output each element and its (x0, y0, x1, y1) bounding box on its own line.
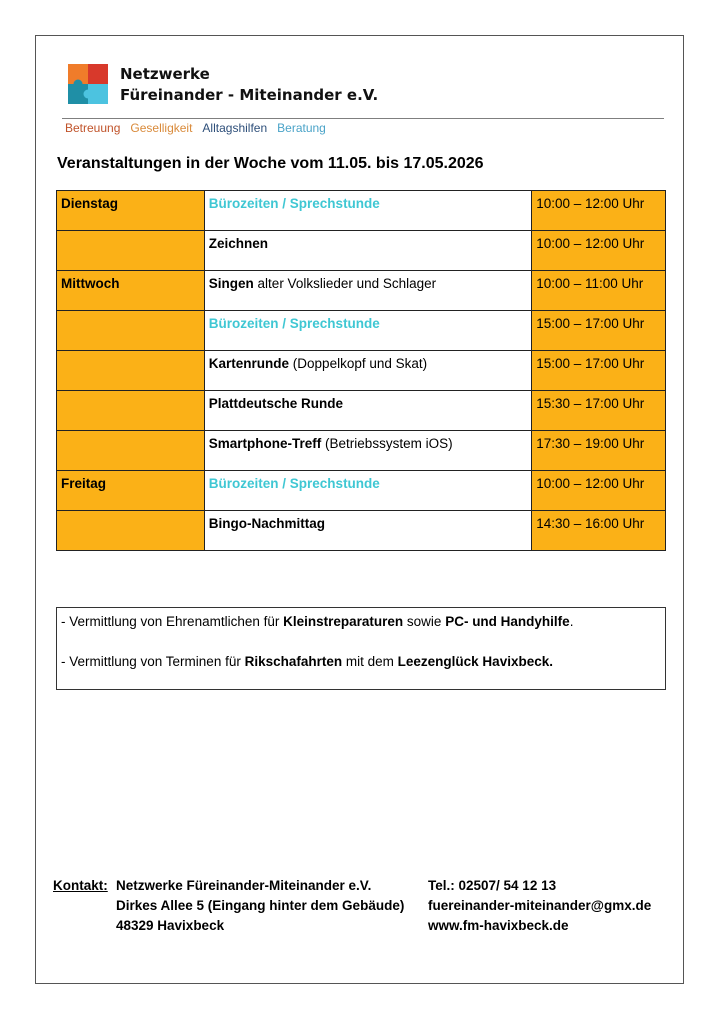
info-line-1 (61, 612, 661, 632)
event-cell (204, 311, 531, 351)
event-title: Zeichnen (208, 236, 269, 251)
day-cell: Dienstag (57, 191, 205, 231)
event-cell (204, 511, 531, 551)
tagline-item: Beratung (277, 121, 326, 135)
time-cell: 10:00 – 11:00 Uhr (532, 271, 666, 311)
contact-email[interactable]: fuereinander-miteinander@gmx.de (428, 898, 652, 913)
day-cell (57, 231, 205, 271)
tagline-item: Alltagshilfen (202, 121, 268, 135)
time-cell: 17:30 – 19:00 Uhr (532, 431, 666, 471)
contact-address-line: 48329 Havixbeck (116, 918, 225, 933)
contact-address-line: Netzwerke Füreinander-Miteinander e.V. (116, 878, 372, 893)
event-title: Kartenrunde (208, 356, 290, 371)
event-title: Bürozeiten / Sprechstunde (208, 316, 380, 331)
tagline (65, 121, 336, 135)
table-row (57, 511, 666, 551)
day-cell (57, 391, 205, 431)
day-cell (57, 431, 205, 471)
table-row (57, 351, 666, 391)
table-row (57, 191, 666, 231)
event-detail: alter Volkslieder und Schlager (253, 276, 437, 291)
info-highlight: PC- und Handyhilfe (445, 614, 570, 629)
event-title: Bürozeiten / Sprechstunde (208, 476, 380, 491)
contact-label: Kontakt: (53, 878, 108, 893)
org-name (120, 64, 378, 106)
event-cell (204, 471, 531, 511)
event-cell (204, 271, 531, 311)
tagline-item: Betreuung (65, 121, 121, 135)
time-cell: 10:00 – 12:00 Uhr (532, 471, 666, 511)
puzzle-logo-icon (64, 60, 112, 110)
page-title: Veranstaltungen in der Woche vom 11.05. bis 17.05.2026 (57, 155, 484, 172)
info-text: sowie (403, 614, 446, 629)
event-cell (204, 391, 531, 431)
day-cell (57, 351, 205, 391)
day-cell: Mittwoch (57, 271, 205, 311)
event-detail: (Betriebssystem iOS) (321, 436, 453, 451)
event-detail: (Doppelkopf und Skat) (289, 356, 428, 371)
info-highlight: Kleinstreparaturen (283, 614, 404, 629)
table-row (57, 271, 666, 311)
event-title: Plattdeutsche Runde (208, 396, 344, 411)
event-title: Smartphone-Treff (208, 436, 322, 451)
time-cell: 10:00 – 12:00 Uhr (532, 231, 666, 271)
event-cell (204, 231, 531, 271)
day-cell (57, 311, 205, 351)
event-cell (204, 191, 531, 231)
time-cell: 14:30 – 16:00 Uhr (532, 511, 666, 551)
event-cell (204, 431, 531, 471)
contact-website[interactable]: www.fm-havixbeck.de (428, 918, 569, 933)
contact-phone: Tel.: 02507/ 54 12 13 (428, 878, 557, 893)
table-row (57, 391, 666, 431)
event-cell (204, 351, 531, 391)
info-text: mit dem (342, 654, 398, 669)
table-row (57, 231, 666, 271)
time-cell: 10:00 – 12:00 Uhr (532, 191, 666, 231)
info-box (56, 607, 666, 690)
info-text: - Vermittlung von Terminen für (61, 654, 245, 669)
info-highlight: Rikschafahrten (244, 654, 343, 669)
event-title: Bürozeiten / Sprechstunde (208, 196, 380, 211)
time-cell: 15:30 – 17:00 Uhr (532, 391, 666, 431)
event-title: Singen (208, 276, 254, 291)
tagline-item: Geselligkeit (130, 121, 193, 135)
header-divider (62, 118, 664, 119)
day-cell (57, 511, 205, 551)
event-title: Bingo-Nachmittag (208, 516, 326, 531)
time-cell: 15:00 – 17:00 Uhr (532, 311, 666, 351)
contact-details (428, 876, 651, 936)
day-cell: Freitag (57, 471, 205, 511)
info-highlight: Leezenglück Havixbeck. (397, 654, 553, 669)
org-name-line1: Netzwerke (120, 65, 210, 83)
schedule-table (56, 190, 666, 551)
table-row (57, 311, 666, 351)
info-text: - Vermittlung von Ehrenamtlichen für (61, 614, 284, 629)
contact-address-line: Dirkes Allee 5 (Eingang hinter dem Gebäude) (116, 898, 405, 913)
info-line-2 (61, 652, 661, 672)
org-name-line2: Füreinander - Miteinander e.V. (120, 86, 379, 104)
table-row (57, 431, 666, 471)
table-row (57, 471, 666, 511)
info-text: . (569, 614, 574, 629)
contact-address (116, 876, 404, 936)
time-cell: 15:00 – 17:00 Uhr (532, 351, 666, 391)
